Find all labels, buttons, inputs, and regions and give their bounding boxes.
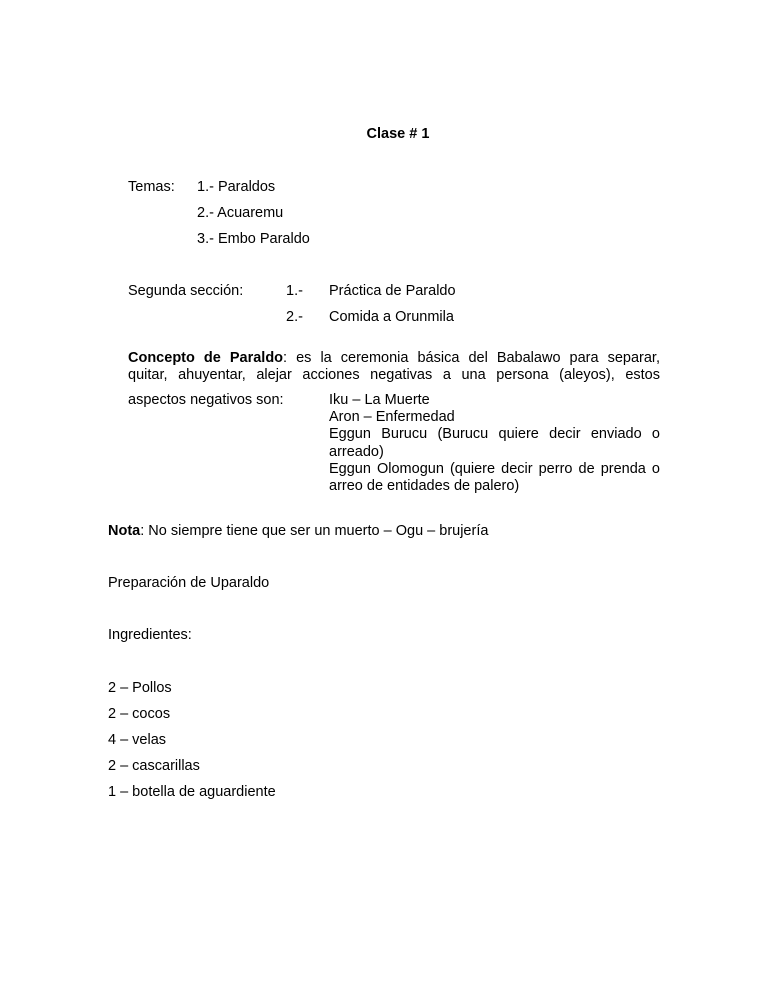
concepto-line-1: [128, 350, 660, 367]
negativo-item-eggun-burucu: Eggun Burucu (Burucu quiere decir enviado o arreado): [329, 426, 660, 460]
page-title: Clase # 1: [366, 126, 430, 142]
concepto-line-3-lead: aspectos negativos son:: [128, 392, 284, 408]
tema-item-3: 3.- Embo Paraldo: [197, 231, 310, 247]
preparacion-heading: Preparación de Uparaldo: [108, 575, 270, 591]
concepto-line-1-rest: : es la ceremonia básica del Babalawo para separar,: [283, 350, 660, 366]
segunda-item-1-text: Práctica de Paraldo: [329, 283, 456, 299]
ingrediente-item-1: 2 – Pollos: [108, 680, 172, 696]
ingrediente-item-4: 2 – cascarillas: [108, 758, 200, 774]
segunda-item-2-number: 2.-: [286, 309, 303, 325]
nota-label: Nota: [108, 523, 141, 539]
negativo-item-aron: Aron – Enfermedad: [329, 409, 455, 426]
negativos-list: [329, 392, 660, 495]
ingredientes-label: Ingredientes:: [108, 627, 192, 643]
ingrediente-item-2: 2 – cocos: [108, 706, 171, 722]
nota-text: : No siempre tiene que ser un muerto – Ogu – brujería: [140, 523, 489, 539]
concepto-line-2: quitar, ahuyentar, alejar acciones negativas a una persona (aleyos), estos: [128, 367, 660, 383]
temas-label: Temas:: [128, 179, 175, 195]
tema-item-2: 2.- Acuaremu: [197, 205, 284, 221]
tema-item-1: 1.- Paraldos: [197, 179, 276, 195]
concepto-term: Concepto de Paraldo: [128, 350, 284, 366]
ingrediente-item-5: 1 – botella de aguardiente: [108, 784, 276, 800]
segunda-seccion-label: Segunda sección:: [128, 283, 244, 299]
negativo-item-iku: Iku – La Muerte: [329, 392, 430, 408]
segunda-item-1-number: 1.-: [286, 283, 303, 299]
ingrediente-item-3: 4 – velas: [108, 732, 167, 748]
segunda-item-2-text: Comida a Orunmila: [329, 309, 454, 325]
negativo-item-eggun-olomogun: Eggun Olomogun (quiere decir perro de prenda o arreo de entidades de palero): [329, 460, 660, 495]
nota-line: [108, 523, 488, 540]
